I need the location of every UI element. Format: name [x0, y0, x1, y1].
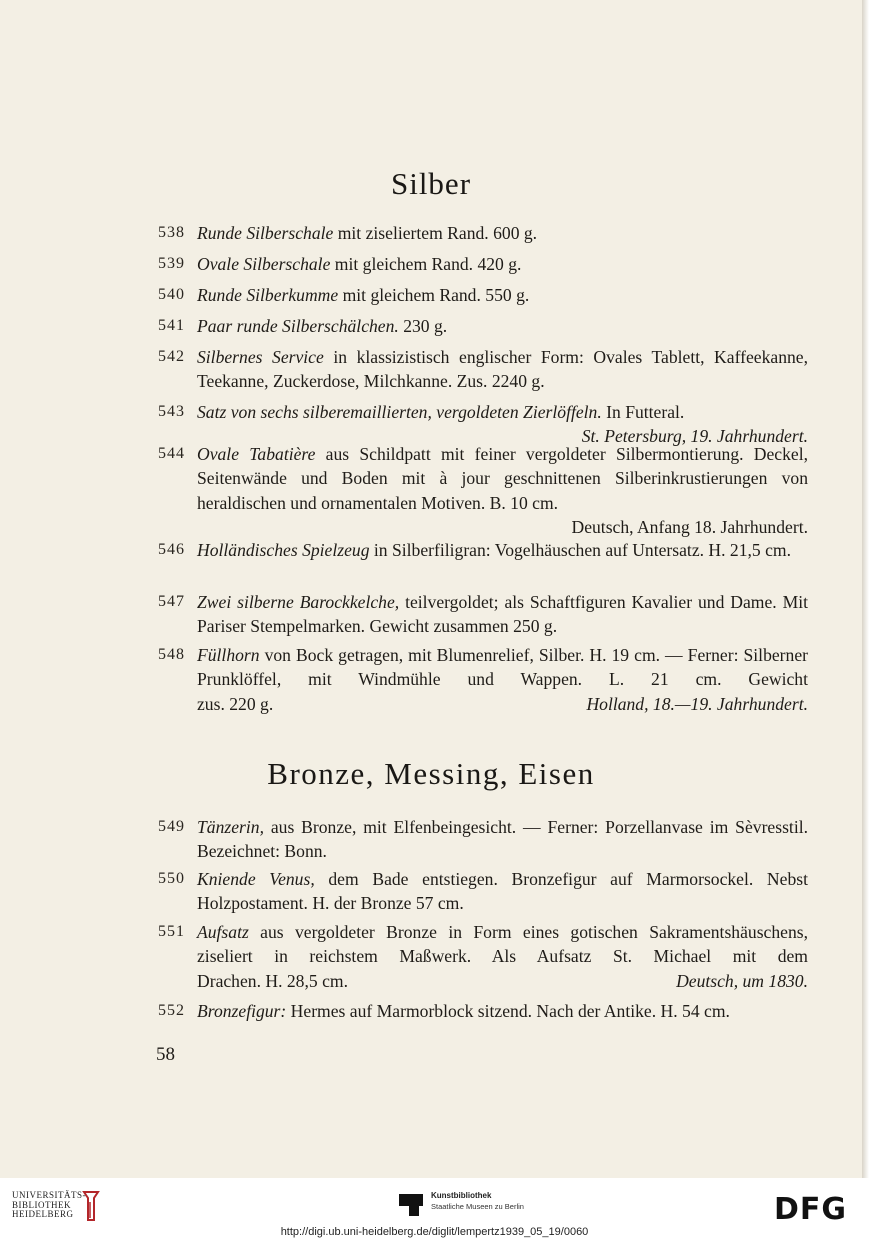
ub-logo-line: UNIVERSITÄTS-: [12, 1190, 86, 1200]
page-edge-shadow: [862, 0, 869, 1178]
lot-number: 538: [158, 224, 185, 241]
lot-title: Kniende Venus,: [197, 869, 315, 889]
ub-logo-line: BIBLIOTHEK: [12, 1199, 71, 1210]
lot-description: in Silberfiligran: Vogelhäuschen auf Untersatz. H. 21,5 cm.: [369, 540, 792, 560]
lot-description: In Futteral.: [601, 402, 685, 422]
lot-number: 546: [158, 541, 185, 558]
lot-number: 548: [158, 646, 185, 663]
lot-origin: Holland, 18.—19. Jahrhundert.: [586, 693, 808, 714]
lot-title: Bronzefigur:: [197, 1001, 287, 1021]
catalog-entry-549: [158, 815, 808, 864]
lot-number: 544: [158, 445, 185, 462]
lot-description: dem Bade entstiegen. Bronzefigur auf Marmorsockel. Nebst Holzpostament. H. der Bronze 57 cm.: [197, 869, 808, 914]
catalog-entry-540: [158, 283, 808, 307]
catalog-entry-544: [158, 442, 808, 540]
catalog-entry-552: [158, 999, 808, 1023]
lot-description: teilvergoldet; als Schaftfiguren Kavalier und Dame. Mit Pariser Stempelmarken. Gewicht zusammen 250 g.: [197, 592, 808, 637]
lot-number: 552: [158, 1002, 185, 1019]
kunstbibliothek-name: Kunstbibliothek: [431, 1191, 492, 1200]
catalog-entry-551: [158, 920, 808, 993]
lot-number: 539: [158, 255, 185, 272]
lot-title: Runde Silberkumme: [197, 285, 339, 305]
lot-number: 541: [158, 317, 185, 334]
catalog-entry-538: [158, 221, 808, 245]
catalog-entry-547: [158, 590, 808, 639]
lot-origin: Deutsch, Anfang 18. Jahrhundert.: [571, 517, 808, 538]
catalog-entry-541: [158, 314, 808, 338]
catalog-entry-542: [158, 345, 808, 394]
lot-title: Füllhorn: [197, 645, 260, 665]
lot-number: 550: [158, 870, 185, 887]
lot-description-end: Drachen. H. 28,5 cm.: [197, 970, 348, 991]
lot-number: 542: [158, 348, 185, 365]
section-heading-bronze: Bronze, Messing, Eisen: [267, 756, 595, 791]
lot-number: 547: [158, 593, 185, 610]
kunstbibliothek-subtitle: Staatliche Museen zu Berlin: [431, 1202, 524, 1211]
lot-title: Paar runde Silberschälchen.: [197, 316, 399, 336]
catalog-entry-539: [158, 252, 808, 276]
lot-description: mit gleichem Rand. 550 g.: [338, 285, 530, 305]
page-number: 58: [156, 1044, 175, 1065]
lot-title: Runde Silberschale: [197, 223, 334, 243]
dfg-logo[interactable]: DFG: [774, 1192, 848, 1227]
lot-number: 543: [158, 403, 185, 420]
library-footer: [0, 1178, 869, 1241]
catalog-entry-548: [158, 643, 808, 716]
kunstbibliothek-logo[interactable]: [397, 1190, 577, 1220]
lot-origin: Deutsch, um 1830.: [676, 970, 808, 991]
lot-description: aus Schildpatt mit feiner vergoldeter Silbermontierung. Deckel, Seitenwände und Boden mit à jour geschnittenen Silberinkrustierungen von heraldischen und ornamentalen Motiven. B. 10 cm.: [197, 444, 808, 513]
lot-title: Aufsatz: [197, 922, 249, 942]
permalink-url[interactable]: http://digi.ub.uni-heidelberg.de/diglit/lempertz1939_05_19/0060: [280, 1226, 589, 1238]
ub-logo-line: HEIDELBERG: [12, 1209, 74, 1219]
lot-description: aus vergoldeter Bronze in Form eines gotischen Sakramentshäuschens, ziseliert in reichstem Maßwerk. Als Aufsatz St. Michael mit dem: [197, 922, 808, 967]
catalog-entry-550: [158, 867, 808, 916]
lot-number: 551: [158, 923, 185, 940]
lot-title: Tänzerin,: [197, 817, 264, 837]
lot-description: Hermes auf Marmorblock sitzend. Nach der Antike. H. 54 cm.: [286, 1001, 730, 1021]
section-heading-silber: Silber: [390, 166, 472, 201]
lot-description: in klassizistisch englischer Form: Ovales Tablett, Kaffeekanne, Teekanne, Zuckerdose, Milchkanne. Zus. 2240 g.: [197, 347, 808, 392]
ub-emblem-icon: [80, 1188, 104, 1224]
lot-number: 549: [158, 818, 185, 835]
lot-description-end: zus. 220 g.: [197, 693, 274, 714]
lot-title: Holländisches Spielzeug: [197, 540, 370, 560]
lot-description: von Bock getragen, mit Blumenrelief, Silber. H. 19 cm. — Ferner: Silberner Prunklöffel, mit Windmühle und Wappen. L. 21 cm. Gewicht: [197, 645, 808, 690]
ub-heidelberg-logo[interactable]: [12, 1188, 112, 1228]
lot-title: Satz von sechs silberemaillierten, vergoldeten Zierlöffeln.: [197, 402, 602, 422]
lot-description: mit ziseliertem Rand. 600 g.: [333, 223, 538, 243]
lot-title: Zwei silberne Barockkelche,: [197, 592, 400, 612]
lot-description: aus Bronze, mit Elfenbeingesicht. — Ferner: Porzellanvase im Sèvresstil. Bezeichnet: Bonn.: [197, 817, 808, 862]
lot-title: Ovale Tabatière: [197, 444, 316, 464]
catalog-entry-546: [158, 538, 808, 562]
lot-origin: St. Petersburg, 19. Jahrhundert.: [581, 426, 808, 447]
lot-description: mit gleichem Rand. 420 g.: [330, 254, 522, 274]
lot-description: 230 g.: [398, 316, 448, 336]
lot-title: Silbernes Service: [197, 347, 324, 367]
lot-title: Ovale Silberschale: [197, 254, 331, 274]
lot-number: 540: [158, 286, 185, 303]
kunstbibliothek-emblem-icon: [397, 1190, 425, 1218]
